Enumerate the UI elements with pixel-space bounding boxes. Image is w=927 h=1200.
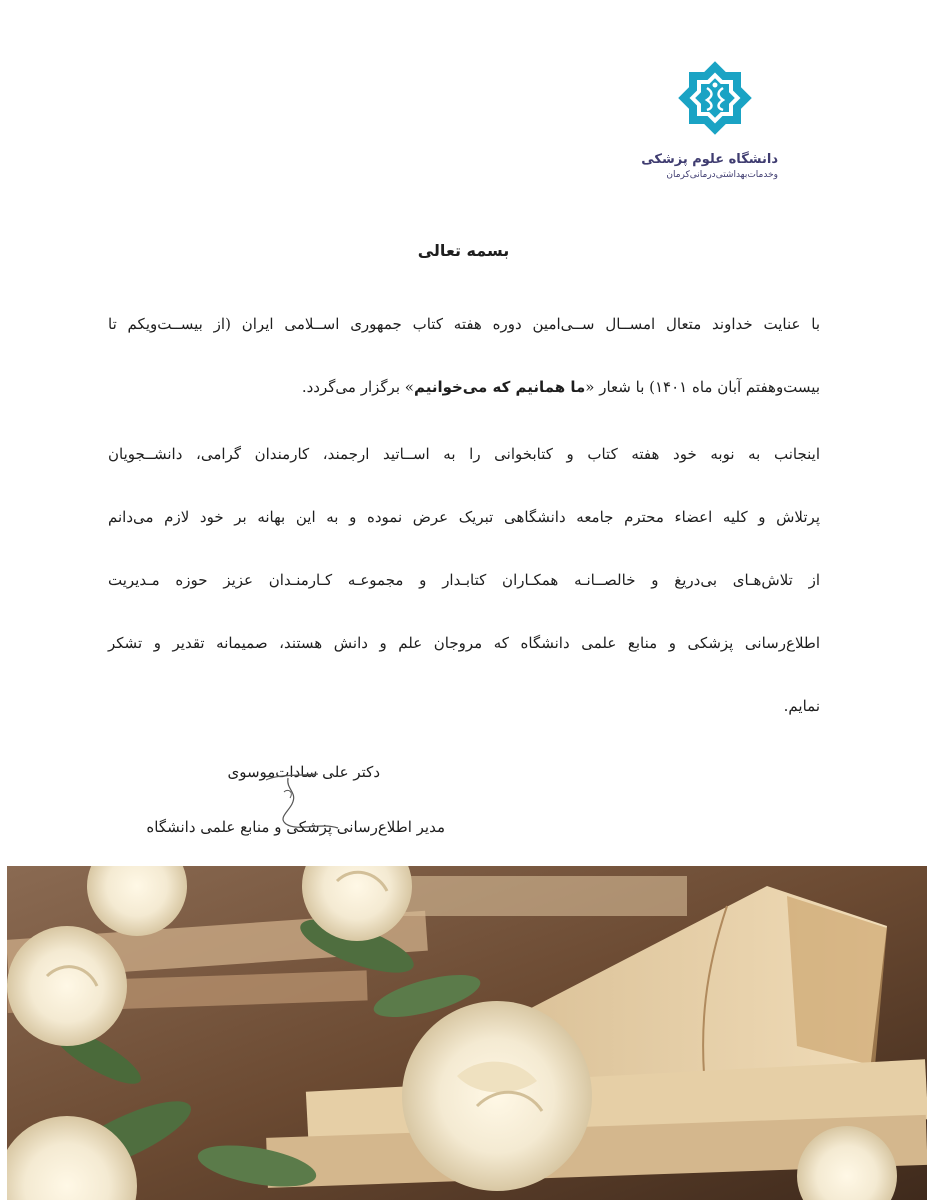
paragraph-line [108, 375, 820, 438]
paragraph-line: اطلاع‌رسانی پزشکی و منابع علمی دانشگاه که مروجان علم و دانش هستند، صمیمانه تقدیر و تشکر [108, 634, 820, 652]
paragraph-line: پرتلاش و کلیه اعضاء محترم جامعه دانشگاهی تبریک عرض نموده و به این بهانه بر خود لازم می‌دانم [108, 508, 820, 526]
signer-title: مدیر اطلاع‌رسانی پزشکی و منابع علمی دانشگاه [146, 818, 445, 836]
text-fragment: » برگزار می‌گردد. [301, 378, 414, 396]
paragraph-announcement [108, 312, 820, 438]
university-emblem-icon [675, 58, 755, 138]
books-and-roses-photo [7, 866, 927, 1200]
university-subtitle: وخدمات‌بهداشتی‌درمانی‌کرمان [666, 170, 778, 180]
university-logo [640, 58, 790, 180]
paragraph-congratulations [108, 442, 820, 757]
paragraph-line: از تلاش‌هـای بی‌دریغ و خالصــانـه همکـاران کتابـدار و مجموعـه کـارمنـدان عزیز حوزه مـدیریت [108, 571, 820, 589]
paragraph-line: اینجانب به نوبه خود هفته کتاب و کتابخوانی را به اســاتید ارجمند، کارمندان گرامی، دانشــجویان [108, 445, 820, 463]
paragraph-line: با عنایت خداوند متعال امســال ســی‌امین دوره هفته کتاب جمهوری اســلامی ایران (از بیســت‌ویکم تا [108, 315, 820, 333]
page-heading: بسمه تعالی [417, 241, 510, 260]
slogan-text: ما همانیم که می‌خوانیم [413, 378, 586, 396]
paragraph-line: نمایم. [783, 697, 820, 715]
text-fragment: بیست‌وهفتم آبان ماه ۱۴۰۱) با شعار « [585, 378, 820, 396]
university-name: دانشگاه علوم پزشکی [641, 152, 778, 167]
signer-name: دکتر علی سادات‌موسوی [227, 763, 380, 781]
